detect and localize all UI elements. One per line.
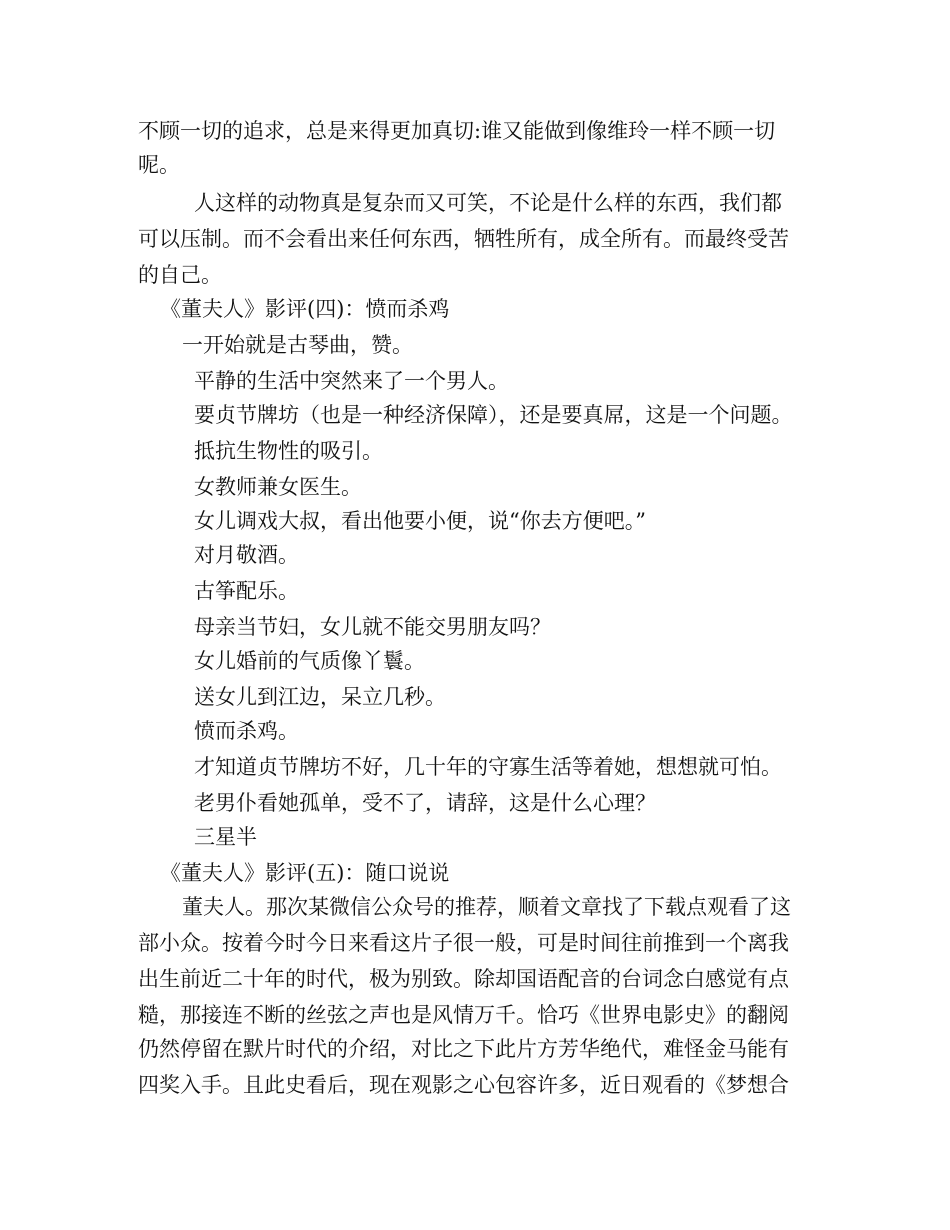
- review5-heading: 《董夫人》影评(五)：随口说说: [160, 861, 450, 885]
- review4-line: 要贞节牌坊（也是一种经济保障），还是要真屌，这是一个问题。: [194, 403, 793, 427]
- review4-line: 才知道贞节牌坊不好，几十年的守寡生活等着她，想想就可怕。: [194, 755, 782, 779]
- review4-line: 送女儿到江边，呆立几秒。: [194, 685, 446, 709]
- review4-line: 愤而杀鸡。: [194, 719, 299, 743]
- review5-line: 出生前近二十年的时代，极为别致。除却国语配音的台词念白感觉有点: [138, 967, 789, 991]
- intro-paragraph-line: 可以压制。而不会看出来任何东西，牺牲所有，成全所有。而最终受苦: [138, 227, 789, 251]
- review5-line: 仍然停留在默片时代的介绍，对比之下此片方芳华绝代，难怪金马能有: [138, 1037, 789, 1061]
- review4-rating: 三星半: [194, 825, 257, 849]
- intro-paragraph-line: 人这样的动物真是复杂而又可笑，不论是什么样的东西，我们都: [194, 191, 782, 215]
- review4-line: 女儿婚前的气质像丫鬟。: [194, 649, 425, 673]
- intro-paragraph-line: 不顾一切的追求，总是来得更加真切:谁又能做到像维玲一样不顾一切: [138, 119, 776, 143]
- review4-line: 平静的生活中突然来了一个男人。: [194, 369, 509, 393]
- review5-line: 糙，那接连不断的丝弦之声也是风情万千。恰巧《世界电影史》的翻阅: [138, 1003, 789, 1027]
- review4-line: 一开始就是古琴曲，赞。: [182, 333, 413, 357]
- review5-line: 董夫人。那次某微信公众号的推荐，顺着文章找了下载点观看了这: [182, 895, 791, 919]
- review4-line: 古筝配乐。: [194, 579, 299, 603]
- review4-line: 抵抗生物性的吸引。: [194, 439, 383, 463]
- intro-paragraph-line: 呢。: [138, 153, 180, 177]
- review4-heading: 《董夫人》影评(四)：愤而杀鸡: [160, 297, 450, 321]
- review5-line: 部小众。按着今时今日来看这片子很一般，可是时间往前推到一个离我: [138, 931, 789, 955]
- review5-line: 四奖入手。且此史看后，现在观影之心包容许多，近日观看的《梦想合: [138, 1073, 789, 1097]
- review4-line: 老男仆看她孤单，受不了，请辞，这是什么心理？: [194, 791, 656, 815]
- review4-line: 母亲当节妇，女儿就不能交男朋友吗？: [194, 615, 551, 639]
- review4-line: 对月敬酒。: [194, 543, 299, 567]
- review4-line: 女教师兼女医生。: [194, 475, 362, 499]
- intro-paragraph-line: 的自己。: [138, 263, 222, 287]
- review4-line: 女儿调戏大叔，看出他要小便，说“你去方便吧。”: [194, 509, 646, 533]
